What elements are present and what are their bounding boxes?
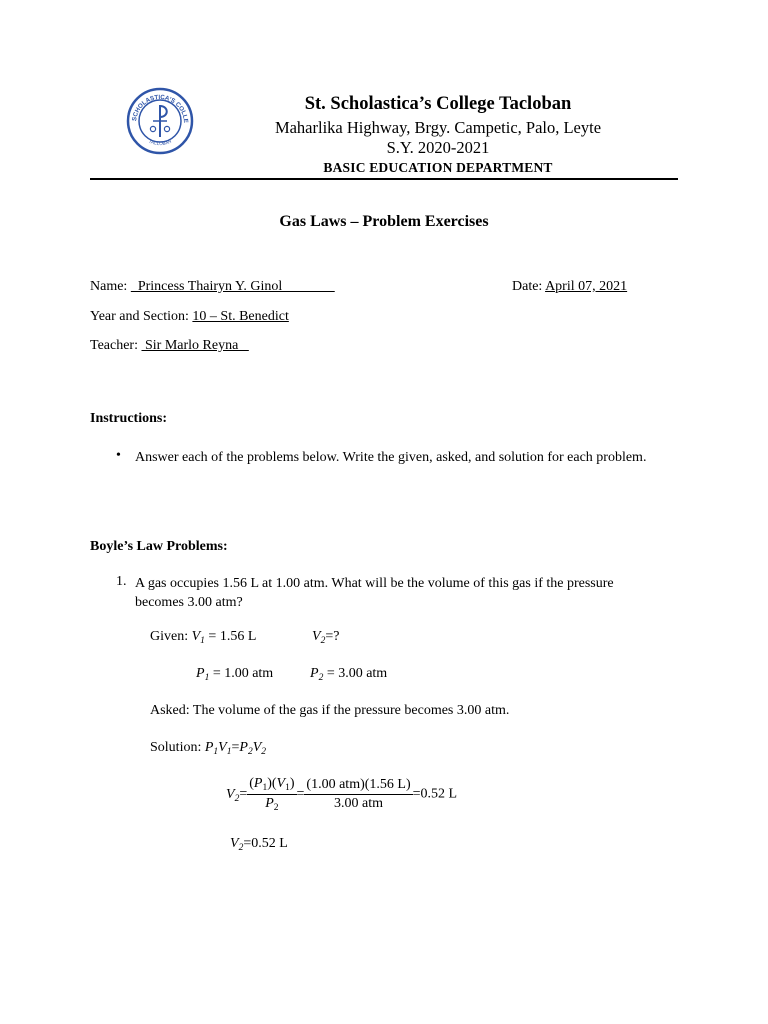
date-label: Date: — [512, 279, 543, 294]
problem-number: 1. — [116, 574, 127, 589]
symbolic-fraction: $\frac{(P_1)(V_1)}{P_2}$ — [249, 776, 295, 813]
given-p2 — [310, 666, 387, 683]
boyles-law-heading: Boyle’s Law Problems: — [90, 539, 228, 554]
svg-text:TACLOBAN: TACLOBAN — [147, 138, 173, 147]
header-divider — [90, 178, 678, 180]
teacher-label: Teacher: — [90, 338, 138, 353]
department-name: BASIC EDUCATION DEPARTMENT — [323, 160, 553, 175]
teacher-line — [90, 338, 249, 354]
solution-formula: $V_2=$ $\frac{(P_1)(V_1)}{P_2}$ = $\frac{\text{(1.00 atm)(1.56 L)}}{\text{3.00 atm}}$ =0.52 L — [226, 776, 458, 813]
year-section-value: 10 – St. Benedict — [192, 309, 289, 324]
given-v1 — [150, 629, 256, 646]
problem-text: A gas occupies 1.56 L at 1.00 atm. What will be the volume of this gas if the pressure becomes 3.00 atm? — [135, 576, 614, 610]
solution-label: Solution: — [150, 740, 202, 755]
final-answer — [230, 836, 288, 853]
name-label: Name: — [90, 279, 128, 294]
v2-value: =? — [325, 629, 340, 644]
v1-value: = 1.56 L — [208, 629, 257, 644]
boyles-law-equation: $P_1V_1$ — [204, 740, 232, 757]
given-v2 — [312, 629, 339, 646]
document-title: Gas Laws – Problem Exercises — [279, 213, 489, 230]
solution-line: Solution: $P_1V_1=P_2V_2$ — [150, 740, 267, 757]
school-address: Maharlika Highway, Brgy. Campetic, Palo, Leyte — [274, 118, 602, 137]
final-answer-value: =0.52 L — [243, 836, 288, 851]
given-p1 — [196, 666, 273, 683]
given-label: Given: — [150, 629, 189, 644]
name-value: Princess Thairyn Y. Ginol — [130, 279, 335, 294]
year-section-label: Year and Section: — [90, 309, 189, 324]
teacher-value: Sir Marlo Reyna — [141, 338, 249, 353]
p1-symbol: $P_1$ — [196, 666, 210, 683]
student-name-line — [90, 279, 335, 295]
v2-symbol: $V_2$ — [312, 629, 326, 646]
bullet-icon: • — [116, 448, 121, 463]
v1-symbol: $V_1$ — [191, 629, 205, 646]
instructions-heading: Instructions: — [90, 411, 168, 426]
svg-text:ST. SCHOLASTICA’S COLLEGE: SCHOLASTICA’S COLLE — [131, 93, 190, 124]
school-name: St. Scholastica’s College Tacloban — [304, 94, 572, 114]
v2-final-symbol: $V_2$ — [230, 836, 244, 853]
asked-line: Asked: The volume of the gas if the pressure becomes 3.00 atm. — [150, 703, 510, 718]
p1-value: = 1.00 atm — [212, 666, 274, 681]
solution-result: =0.52 L — [412, 786, 458, 802]
school-seal-logo — [126, 87, 194, 155]
instruction-item: Answer each of the problems below. Write the given, asked, and solution for each problem. — [135, 450, 647, 465]
p2-value: = 3.00 atm — [326, 666, 388, 681]
date-value: April 07, 2021 — [545, 279, 628, 294]
year-section-line — [90, 309, 289, 325]
date-line — [512, 279, 627, 295]
p2-symbol: $P_2$ — [310, 666, 324, 683]
v2-lhs: $V_2$ — [226, 786, 240, 804]
school-year: S.Y. 2020-2021 — [386, 138, 490, 157]
numeric-fraction: $\frac{\text{(1.00 atm)(1.56 L)}}{\text{3.00 atm}}$ — [306, 777, 411, 811]
